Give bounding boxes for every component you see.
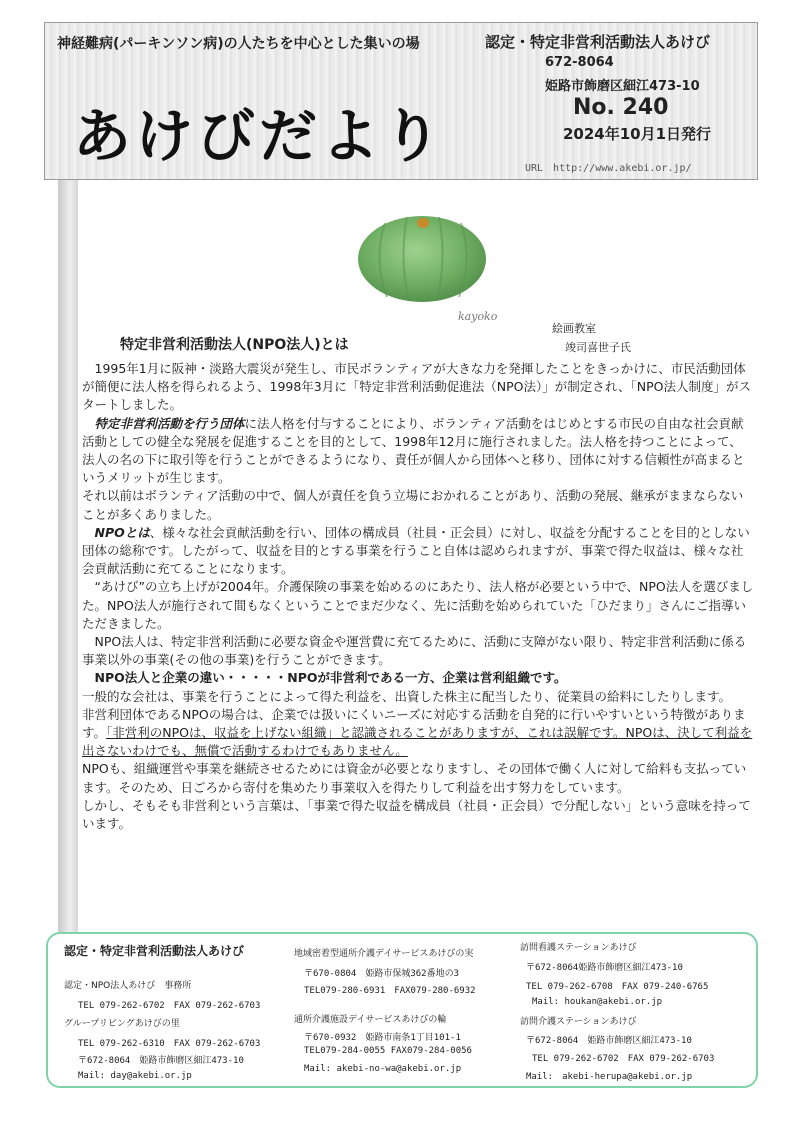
dayservice-mi-name: 地域密着型通所介護デイサービスあけびの実 (294, 949, 474, 959)
care-station-mail[interactable]: Mail: akebi-herupa@akebi.or.jp (526, 1072, 693, 1082)
contact-footer (46, 932, 758, 1088)
dayservice-wa-phone: TEL079-284-0055 FAX079-284-0056 (304, 1046, 472, 1056)
nursing-station-address: 〒672-8064姫路市飾磨区細江473-10 (526, 963, 683, 973)
paragraph (82, 415, 754, 488)
paragraph: NPOも、組織運営や事業を継続させるためには資金が必要となりますし、その団体で働く人に対して給料も支払っています。そのため、日ごろから寄付を集めたり事業収入を得たりして利益を出す努力をしています。 (82, 761, 747, 795)
paragraph-text: 、様々な社会貢献活動を行い、団体の構成員（社員・正会員）に対し、収益を分配することを目的としない団体の総称です。したがって、収益を目的とする事業を行うこと自体は認められますが、事業で得た収益は、様々な社会貢献活動に充てることになります。 (82, 524, 750, 577)
dayservice-mi-phone: TEL079-280-6931 FAX079-280-6932 (304, 986, 476, 996)
paragraph-text: 非営利団体であるNPOの場合は、企業では扱いにくいニーズに対応する活動を自発的に行いやすいという特徴があります。 (82, 706, 746, 741)
nursing-station-phone: TEL 079-262-6708 FAX 079-240-6765 (526, 982, 709, 992)
organization-name: 認定・特定非営利活動法人あけび (485, 33, 711, 51)
masthead-header (44, 22, 758, 180)
paragraph: それ以前はボランティア活動の中で、個人が責任を負う立場におかれることがあり、活動の発展、継承がままならないことが多くありました。 (82, 488, 744, 522)
postal-code: 672-8064 (545, 55, 614, 70)
office-phone: TEL 079-262-6702 FAX 079-262-6703 (78, 1001, 261, 1011)
newsletter-title: あけびだより (73, 102, 446, 170)
group-living-phone: TEL 079-262-6310 FAX 079-262-6703 (78, 1039, 261, 1049)
dayservice-wa-address: 〒670-0932 姫路市南条1丁目101-1 (304, 1033, 461, 1043)
paragraph-text: に法人格を付与することにより、ボランティア活動をはじめとする市民の自由な社会貢献活動としての健全な発展を促進することを目的として、1998年12月に施行されました。法人格を持つことによって、法人の名の下に取引等を行うことができるようになり、責任が個人から団体へと移り、団体に対する信頼性が高まるというメリットが生じます。 (82, 415, 745, 486)
article-title: 特定非営利活動法人(NPO法人)とは (120, 337, 349, 353)
nursing-station-name: 訪問看護ステーションあけび (520, 943, 637, 953)
care-station-phone: TEL 079-262-6702 FAX 079-262-6703 (532, 1054, 715, 1064)
care-station-address: 〒672-8064 姫路市飾磨区細江473-10 (526, 1036, 692, 1046)
paragraph (82, 524, 754, 579)
paragraph: しかし、そもそも非営利という言葉は、「事業で得た収益を構成員（社員・正会員）で分配しない」という意味を持っています。 (82, 797, 751, 832)
paragraph: “あけび”の立ち上げが2004年。介護保険の事業を始めるのにあたり、法人格が必要という中で、NPO法人を選びました。NPO法人が施行されて間もなくということでまだ少なく、先に活動を始められていた「ひだまり」さんにご指導いただきました。 (82, 579, 754, 631)
paragraph: NPO法人は、特定非営利活動に必要な資金や運営費に充てるために、活動に支障がない限り、特定非営利活動に係る事業以外の事業(その他の事業)を行うことができます。 (82, 634, 747, 668)
credit-name: 竣司喜世子氏 (565, 341, 631, 354)
paragraph: 一般的な会社は、事業を行うことによって得た利益を、出資した株主に配当したり、従業員の給料にしたりします。 (82, 688, 732, 704)
subheading: NPO法人と企業の違い・・・・・NPOが非営利である一方、企業は営利組織です。 (94, 670, 567, 686)
paragraph (82, 706, 754, 761)
dayservice-wa-mail[interactable]: Mail: akebi-no-wa@akebi.or.jp (304, 1064, 462, 1074)
care-station-name: 訪問介護ステーションあけび (520, 1017, 637, 1027)
dayservice-mi-address: 〒670-0804 姫路市保城362番地の3 (304, 969, 460, 979)
group-living-name: グループリビングあけびの里 (64, 1019, 180, 1029)
credit-role: 絵画教室 (552, 322, 596, 335)
tagline: 神経難病(パーキンソン病)の人たちを中心とした集いの場 (57, 36, 420, 52)
nursing-station-mail[interactable]: Mail: houkan@akebi.or.jp (532, 997, 663, 1007)
emphasis: NPOとは (94, 524, 150, 540)
artist-signature: kayoko (458, 310, 498, 323)
issue-date: 2024年10月1日発行 (563, 125, 712, 143)
footer-title: 認定・特定非営利活動法人あけび (64, 944, 245, 958)
underlined-text: 「非営利のNPOは、収益を上げない組織」と認識されることがありますが、これは誤解です。NPOは、決して利益を出さないわけでも、無償で活動するわけでもありません。 (82, 725, 753, 759)
article-body (82, 360, 754, 833)
dayservice-wa-name: 通所介護施設デイサービスあけびの輪 (294, 1015, 447, 1025)
paragraph: 1995年1月に阪神・淡路大震災が発生し、市民ボランティアが大きな力を発揮したことをきっかけに、市民活動団体が簡便に法人格を得られるよう、1998年3月に「特定非営利活動促進法（NPO法）」が制定され、「NPO法人制度」がスタートしました。 (82, 361, 751, 413)
left-decorative-strip (58, 180, 78, 932)
website-url[interactable]: URL http://www.akebi.or.jp/ (525, 163, 692, 174)
group-living-mail[interactable]: Mail: day@akebi.or.jp (78, 1071, 192, 1081)
address: 姫路市飾磨区細江473-10 (545, 79, 700, 94)
issue-number: No. 240 (573, 95, 669, 120)
office-name: 認定・NPO法人あけび 事務所 (64, 981, 192, 991)
group-living-address: 〒672-8064 姫路市飾磨区細江473-10 (78, 1056, 244, 1066)
emphasis: 特定非営利活動を行う団体 (94, 415, 245, 431)
pumpkin-illustration (355, 203, 490, 305)
